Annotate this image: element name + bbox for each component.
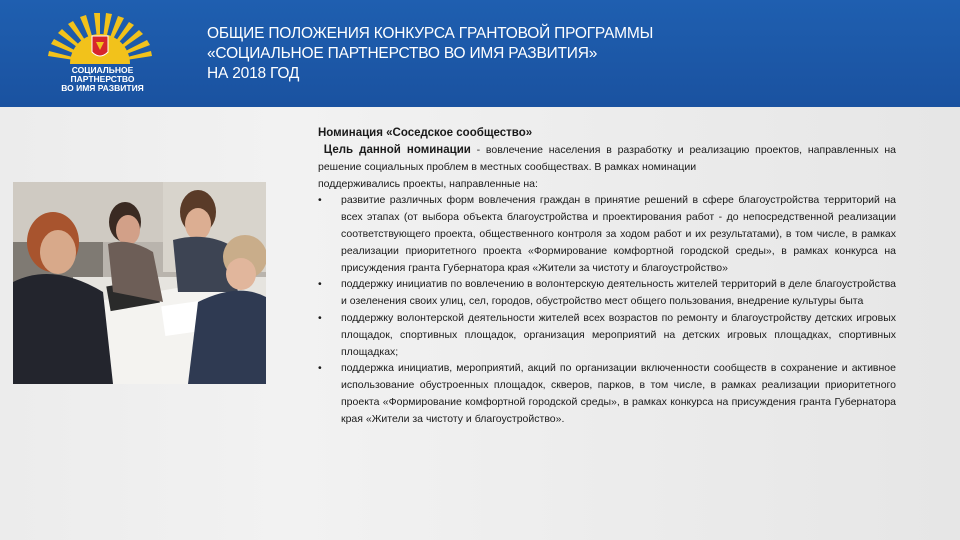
goal-paragraph — [318, 142, 896, 176]
list-item: • поддержка инициатив, мероприятий, акций по организации включенности сообществ в сохранение и активное использование обустроенных площадок, скверов, парков, в том числе, в рамках реализации приоритетного проекта «Формирование комфортной городской среды», в рамках конкурса на присуждения гранта Губернатора края «Жители за чистоту и благоустройство». — [318, 360, 896, 427]
header-bar — [0, 0, 960, 107]
goal-label: Цель данной номинации — [323, 144, 471, 156]
title-line-1: ОБЩИЕ ПОЛОЖЕНИЯ КОНКУРСА ГРАНТОВОЙ ПРОГРАММЫ — [207, 25, 654, 42]
list-item: • поддержку инициатив по вовлечению в волонтерскую деятельность жителей территорий в деле благоустройства и озеленения своих улиц, сел, городов, обустройство мест общего пользования, внедрение культуры быта — [318, 276, 896, 310]
list-item: • развитие различных форм вовлечения граждан в принятие решений в сфере благоустройства территорий на всех этапах (от выбора объекта благоустройства и проектирования работ - до непосредственной реализации соответствующего проекта, общественного контроля за ходом работ и их результатами), в том числе, в рамках реализации приоритетного проекта «Формирование комфортной городской среды», в рамках конкурса на присуждения гранта Губернатора края «Жители за чистоту и благоустройство» — [318, 192, 896, 276]
bullet-list — [318, 192, 896, 427]
list-item: • поддержку волонтерской деятельности жителей всех возрастов по ремонту и благоустройству детских игровых площадок, спортивных площадок, организация мероприятий на детских игровых площадках, спортивных площадках; — [318, 310, 896, 360]
nomination-heading: Номинация «Соседское сообщество» — [318, 127, 533, 139]
title-line-3: НА 2018 ГОД — [207, 65, 300, 82]
sun-emblem-icon — [40, 12, 160, 72]
program-logo — [40, 12, 160, 98]
meeting-photo — [13, 182, 266, 384]
nomination-section — [318, 125, 896, 428]
logo-text: СОЦИАЛЬНОЕ ПАРТНЕРСТВО ВО ИМЯ РАЗВИТИЯ — [61, 65, 144, 93]
title-line-2: «СОЦИАЛЬНОЕ ПАРТНЕРСТВО ВО ИМЯ РАЗВИТИЯ» — [207, 45, 598, 62]
page-title — [207, 24, 807, 84]
intro-line: поддерживались проекты, направленные на: — [318, 177, 538, 190]
goal-text: - вовлечение населения в разработку и реализацию проектов, направленных на решение социальных проблем в местных сообществах. В рамках номинации — [318, 144, 896, 173]
